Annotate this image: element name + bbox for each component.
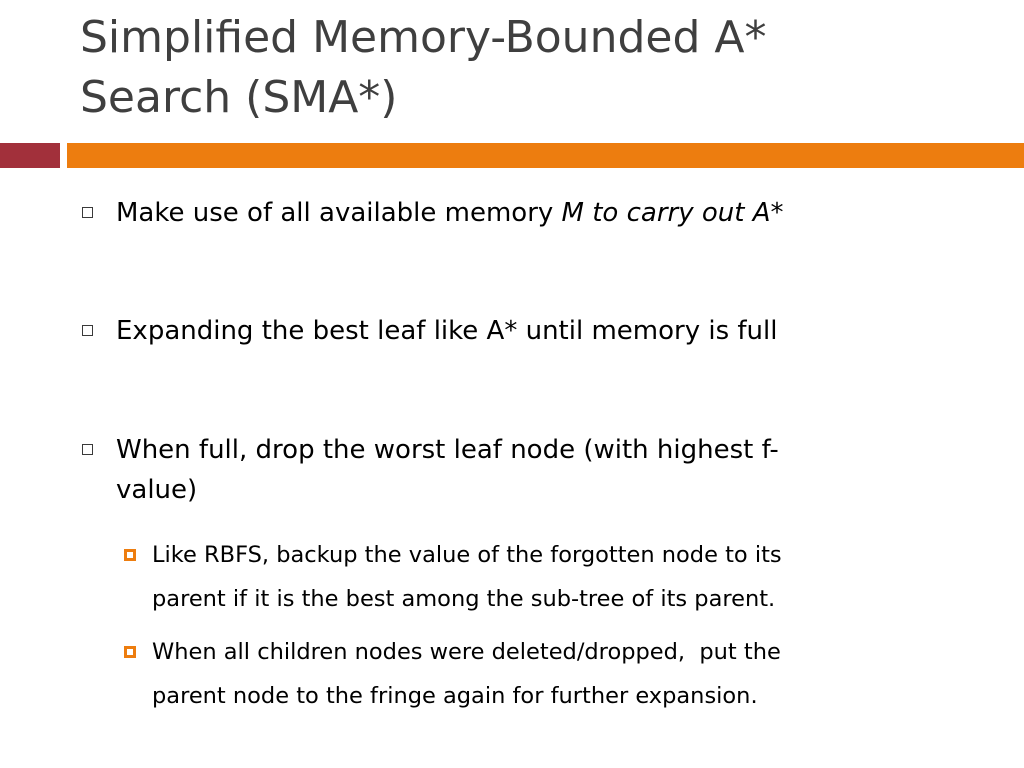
title-divider-orange-bar bbox=[67, 143, 1024, 168]
slide-title bbox=[80, 8, 1000, 128]
hollow-square-bullet-icon bbox=[82, 444, 93, 455]
sub-bullet-line: parent if it is the best among the sub-tree of its parent. bbox=[152, 586, 776, 612]
filled-square-bullet-icon bbox=[124, 646, 136, 658]
hollow-square-bullet-icon bbox=[82, 325, 93, 336]
sub-bullet-line: parent node to the fringe again for further expansion. bbox=[152, 683, 758, 709]
bullet-text-normal: Make use of all available memory bbox=[116, 198, 562, 228]
bullet-text bbox=[116, 430, 996, 510]
slide-title-line-1: Simplified Memory-Bounded A* bbox=[80, 12, 767, 63]
title-divider-red-bar bbox=[0, 143, 60, 168]
hollow-square-bullet-icon bbox=[82, 207, 93, 218]
bullet-line: Expanding the best leaf like A* until memory is full bbox=[116, 316, 778, 346]
bullet-line: value) bbox=[116, 475, 198, 505]
slide-title-line-2: Search (SMA*) bbox=[80, 72, 398, 123]
sub-bullet-line: When all children nodes were deleted/dropped, put the bbox=[152, 639, 781, 665]
bullet-text bbox=[116, 311, 996, 351]
sub-bullet-line: Like RBFS, backup the value of the forgotten node to its bbox=[152, 542, 782, 568]
bullet-text-italic: M to carry out A* bbox=[561, 198, 784, 228]
bullet-line bbox=[116, 193, 996, 233]
bullet-text bbox=[116, 193, 996, 233]
bullet-line: When full, drop the worst leaf node (with highest f- bbox=[116, 435, 779, 465]
filled-square-bullet-icon bbox=[124, 549, 136, 561]
sub-bullet-text bbox=[152, 533, 1002, 621]
sub-bullet-text bbox=[152, 630, 1002, 718]
